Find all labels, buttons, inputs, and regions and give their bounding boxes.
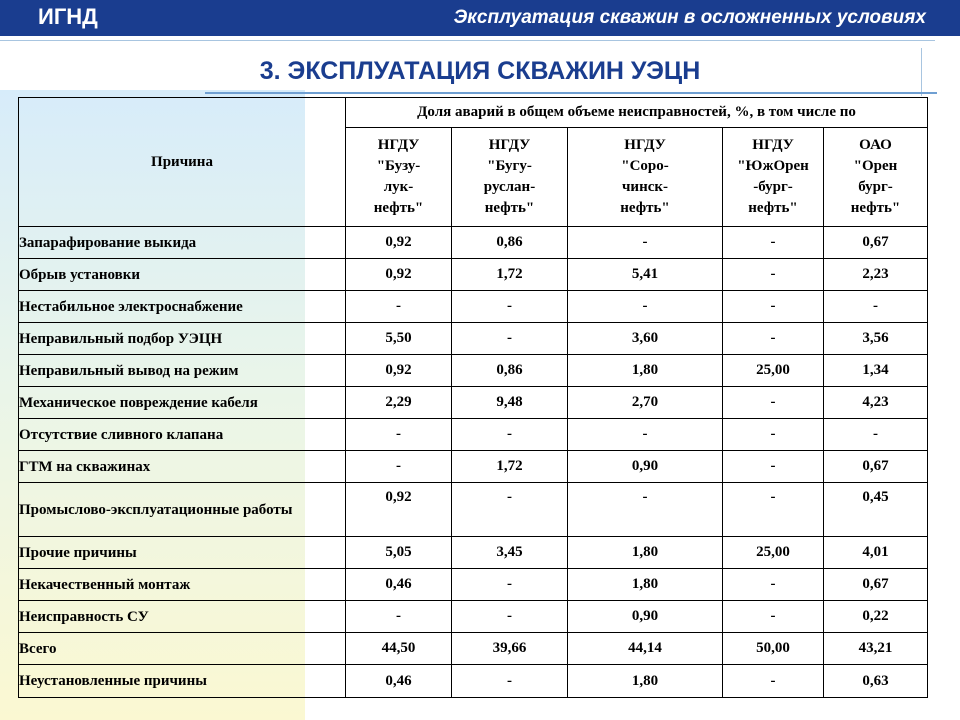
value-cell: 4,23 [824,387,928,419]
value-cell: - [452,323,568,355]
value-cell: - [452,665,568,698]
value-cell: 3,45 [452,537,568,569]
group-header: Доля аварий в общем объеме неисправностей, %, в том числе по [346,98,928,128]
value-cell: 0,86 [452,355,568,387]
value-cell: - [723,601,824,633]
table-row [19,323,928,355]
reason-cell: Нестабильное электроснабжение [19,291,346,323]
reason-cell: Всего [19,633,346,665]
value-cell: 1,34 [824,355,928,387]
table-row [19,665,928,698]
value-cell: - [346,451,452,483]
value-cell: - [568,483,723,537]
table-row [19,259,928,291]
value-cell: 0,86 [452,227,568,259]
value-cell: - [723,291,824,323]
column-header: НГДУ "Бузу- лук- нефть" [346,128,452,227]
column-header: НГДУ "Соро- чинск- нефть" [568,128,723,227]
value-cell: 0,22 [824,601,928,633]
value-cell: 0,67 [824,569,928,601]
value-cell: - [452,483,568,537]
value-cell: 1,72 [452,451,568,483]
value-cell: 0,92 [346,355,452,387]
table-row [19,419,928,451]
value-cell: 0,63 [824,665,928,698]
value-cell: 5,41 [568,259,723,291]
value-cell: 43,21 [824,633,928,665]
value-cell: 39,66 [452,633,568,665]
value-cell: - [723,419,824,451]
title-underline [205,92,937,94]
value-cell: - [568,419,723,451]
value-cell: - [723,665,824,698]
table-row [19,537,928,569]
value-cell: 0,45 [824,483,928,537]
org-name: ИГНД [38,4,98,29]
value-cell: - [452,291,568,323]
value-cell: - [568,227,723,259]
reason-cell: Отсутствие сливного клапана [19,419,346,451]
value-cell: - [452,601,568,633]
reason-cell: Промыслово-эксплуатационные работы [19,483,346,537]
value-cell: - [346,601,452,633]
reason-cell: Запарафирование выкида [19,227,346,259]
value-cell: 44,50 [346,633,452,665]
reason-cell: Неисправность СУ [19,601,346,633]
value-cell: - [452,419,568,451]
value-cell: - [452,569,568,601]
reason-cell: Некачественный монтаж [19,569,346,601]
table-row [19,387,928,419]
value-cell: 25,00 [723,537,824,569]
value-cell: - [723,323,824,355]
value-cell: - [824,291,928,323]
value-cell: - [346,291,452,323]
value-cell: 2,70 [568,387,723,419]
value-cell: - [346,419,452,451]
value-cell: 0,92 [346,227,452,259]
value-cell: 1,80 [568,569,723,601]
value-cell: 5,50 [346,323,452,355]
value-cell: 0,90 [568,601,723,633]
table-row [19,633,928,665]
value-cell: 1,80 [568,355,723,387]
reason-cell: Неправильный подбор УЭЦН [19,323,346,355]
value-cell: - [723,569,824,601]
reason-header: Причина [19,98,346,227]
value-cell: 50,00 [723,633,824,665]
column-header: НГДУ "ЮжОрен -бург- нефть" [723,128,824,227]
table-row [19,569,928,601]
divider-line [0,40,935,41]
value-cell: 25,00 [723,355,824,387]
table-row [19,601,928,633]
table-row [19,355,928,387]
value-cell: - [568,291,723,323]
reason-cell: Прочие причины [19,537,346,569]
column-header: НГДУ "Бугу- руслан- нефть" [452,128,568,227]
reason-cell: Неправильный вывод на режим [19,355,346,387]
value-cell: 1,80 [568,665,723,698]
table-row [19,451,928,483]
table-row [19,227,928,259]
table-row [19,291,928,323]
value-cell: 4,01 [824,537,928,569]
table-row [19,483,928,537]
value-cell: 3,56 [824,323,928,355]
value-cell: 3,60 [568,323,723,355]
value-cell: 0,92 [346,259,452,291]
value-cell: - [723,483,824,537]
value-cell: 1,72 [452,259,568,291]
value-cell: 0,67 [824,227,928,259]
column-header: ОАО "Орен бург- нефть" [824,128,928,227]
reason-cell: Механическое повреждение кабеля [19,387,346,419]
reason-cell: Обрыв установки [19,259,346,291]
value-cell: 1,80 [568,537,723,569]
value-cell: 0,90 [568,451,723,483]
value-cell: - [723,227,824,259]
value-cell: 0,92 [346,483,452,537]
value-cell: - [723,387,824,419]
value-cell: - [824,419,928,451]
value-cell: 2,29 [346,387,452,419]
failure-table [18,97,928,698]
value-cell: 44,14 [568,633,723,665]
value-cell: 2,23 [824,259,928,291]
value-cell: 0,46 [346,569,452,601]
value-cell: 0,67 [824,451,928,483]
slide-title: 3. ЭКСПЛУАТАЦИЯ СКВАЖИН УЭЦН [259,57,701,85]
value-cell: 5,05 [346,537,452,569]
value-cell: 0,46 [346,665,452,698]
reason-cell: ГТМ на скважинах [19,451,346,483]
value-cell: - [723,451,824,483]
reason-cell: Неустановленные причины [19,665,346,698]
header-bar [0,0,960,36]
value-cell: - [723,259,824,291]
value-cell: 9,48 [452,387,568,419]
topic-title: Эксплуатация скважин в осложненных условиях [453,7,926,28]
